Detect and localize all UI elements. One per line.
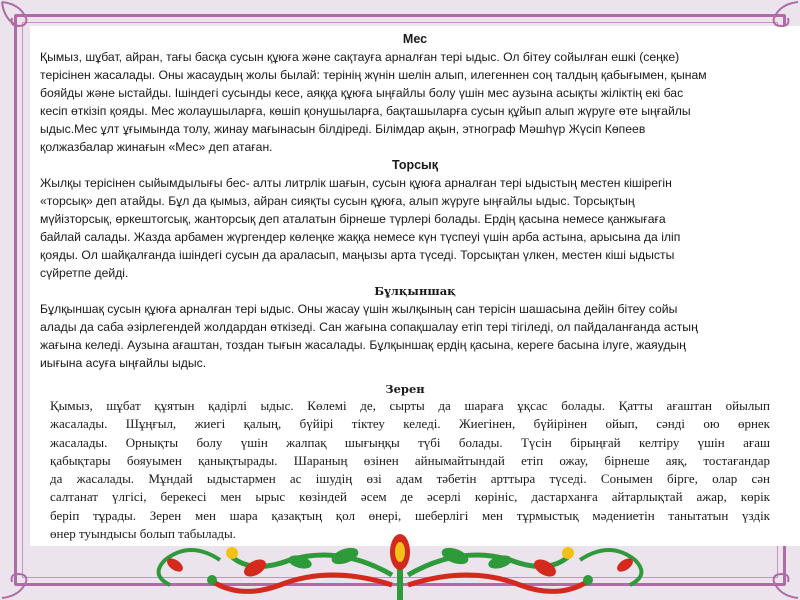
text-line: кесіп өткізіп қояды. Мес жолаушыларға, көшіп қонушыларға, бақташыларға сусын құйып алып жүруге өте ыңғайлы xyxy=(40,104,691,118)
corner-swirl-top-left-icon xyxy=(2,2,26,26)
text-line: сүйретпе дейді. xyxy=(40,266,129,280)
text-line: жасалады. Орнықты болу үшін жалпақ шығыңқы түбі болады. Түсін бірыңғай келтіру үшін ағаш xyxy=(50,434,770,450)
section-body-torsyq xyxy=(40,174,800,282)
text-line: қабықтары бояуымен қанықтырады. Шараның өзінен айнымайтындай етіп ожау, бірнеше аяқ, тостағандар xyxy=(50,452,770,468)
corner-swirl-bottom-left-icon xyxy=(2,574,26,598)
text-line: беріп тұрады. Зерен мен шара қазақтың қол өнері, шеберлігі мен тұрмыстық мәдениетін танытатын үздік xyxy=(50,507,770,523)
text-line: терісінен жасалады. Оны жасаудың жолы былай: терінің жүнін шелін алып, илегеннен соң талдың қабығымен, қынам xyxy=(40,68,707,82)
text-line: да жасалады. Мұндай ыдыстармен ас ішудің өзі адам тәбетін арттыра түседі. Сонымен бірге, олар сән xyxy=(50,471,770,487)
text-line: қолжазбалар жинағын «Мес» деп атаған. xyxy=(40,140,273,154)
section-title-zeren: Зерен xyxy=(385,382,425,396)
text-line: мүйізторсық, өркештorсық, жанторсық деп аталатын бірнеше түрлері болады. Ердің қасына немесе қанжығаға xyxy=(40,212,666,226)
corner-swirl-top-right-icon xyxy=(774,2,798,26)
text-line: бояйды және ыстайды. Ішіндегі сусынды кесе, аяққа құюға ыңғайлы болу үшін мес аузына асықты жіліктің екі бас xyxy=(40,86,684,100)
section-body-zeren xyxy=(50,397,770,543)
section-title-mes: Мес xyxy=(402,32,428,46)
text-line: байлай салады. Жазда арбамен жүргендер көлеңке жаққа немесе күн түспеуі үшін арба астына, арысына да іліп xyxy=(40,230,681,244)
section-body-bulqynshaq xyxy=(40,300,800,372)
text-line: Бұлқыншақ сусын құюға арналған тері ыдыс. Оны жасау үшін жылқының сан терісін шашасына дейін бітеу сойы xyxy=(40,302,678,316)
text-line: алады да саба әзірлегендей жолдардан өткізеді. Сан жағына сопақшалау етіп тері тігіледі, ол пайдаланғанда астың xyxy=(40,320,698,334)
text-line: салтанат үлгісі, берекесі мен ырыс көзіндей әсем де әсерлі көрініс, дастарханға айтарлықтай ажар, көрік xyxy=(50,489,770,505)
text-line: қояды. Ол шайқалғанда ішіндегі сусын да араласып, маңызы арта түседі. Торсықтан үлкен, местен кіші ыдысты xyxy=(40,248,675,262)
text-line: жағына келеді. Аузына ағаштан, тоздан тығын жасалады. Бұлқыншақ ердің қасына, кереге басына ілуге, жаяудың xyxy=(40,338,686,352)
folk-ornament-bottom-icon xyxy=(159,534,642,600)
text-line: жасалады. Шұңғыл, жиегі қалың, бүйірі тіктеу келеді. Жиегінен, бүйірінен ойып, сәнді ою өрнек xyxy=(50,416,770,432)
text-line: Қымыз, шұбат құятын қадірлі ыдыс. Көлемі де, сырты да шараға ұқсас болады. Қатты ағаштан ойылып xyxy=(50,398,770,413)
text-line: «торсық» деп атайды. Бұл да қымыз, айран сияқты сусын құюға, алып жүруге ыңғайлы ыдыс. Торсықтың xyxy=(40,194,635,208)
main-text-block xyxy=(40,30,800,372)
section-title-bulqynshaq: Бұлқыншақ xyxy=(374,284,456,298)
text-line: өнер туындысы болып табылады. xyxy=(50,526,236,542)
section-title-torsyq: Торсық xyxy=(391,158,438,172)
text-line: иығына асуға ыңғайлы ыдыс. xyxy=(40,356,207,370)
text-line: ыдыс.Мес ұлт ұғымында толу, жинау мағынасын білдіреді. Білімдар ақын, этнограф Мәшһүр Жүсіп Көпеев xyxy=(40,122,646,136)
text-line: Жылқы терісінен сыйымдылығы бес- алты литрлік шағын, сусын құюға арналған тері ыдыстың местен кішірегін xyxy=(40,176,672,190)
corner-swirl-bottom-right-icon xyxy=(774,574,798,598)
text-line: Қымыз, шұбат, айран, тағы басқа сусын құюға және сақтауға арналған тері ыдыс. Ол бітеу сойылған ешкі (сеңке) xyxy=(40,50,680,64)
section-body-mes xyxy=(40,48,800,156)
